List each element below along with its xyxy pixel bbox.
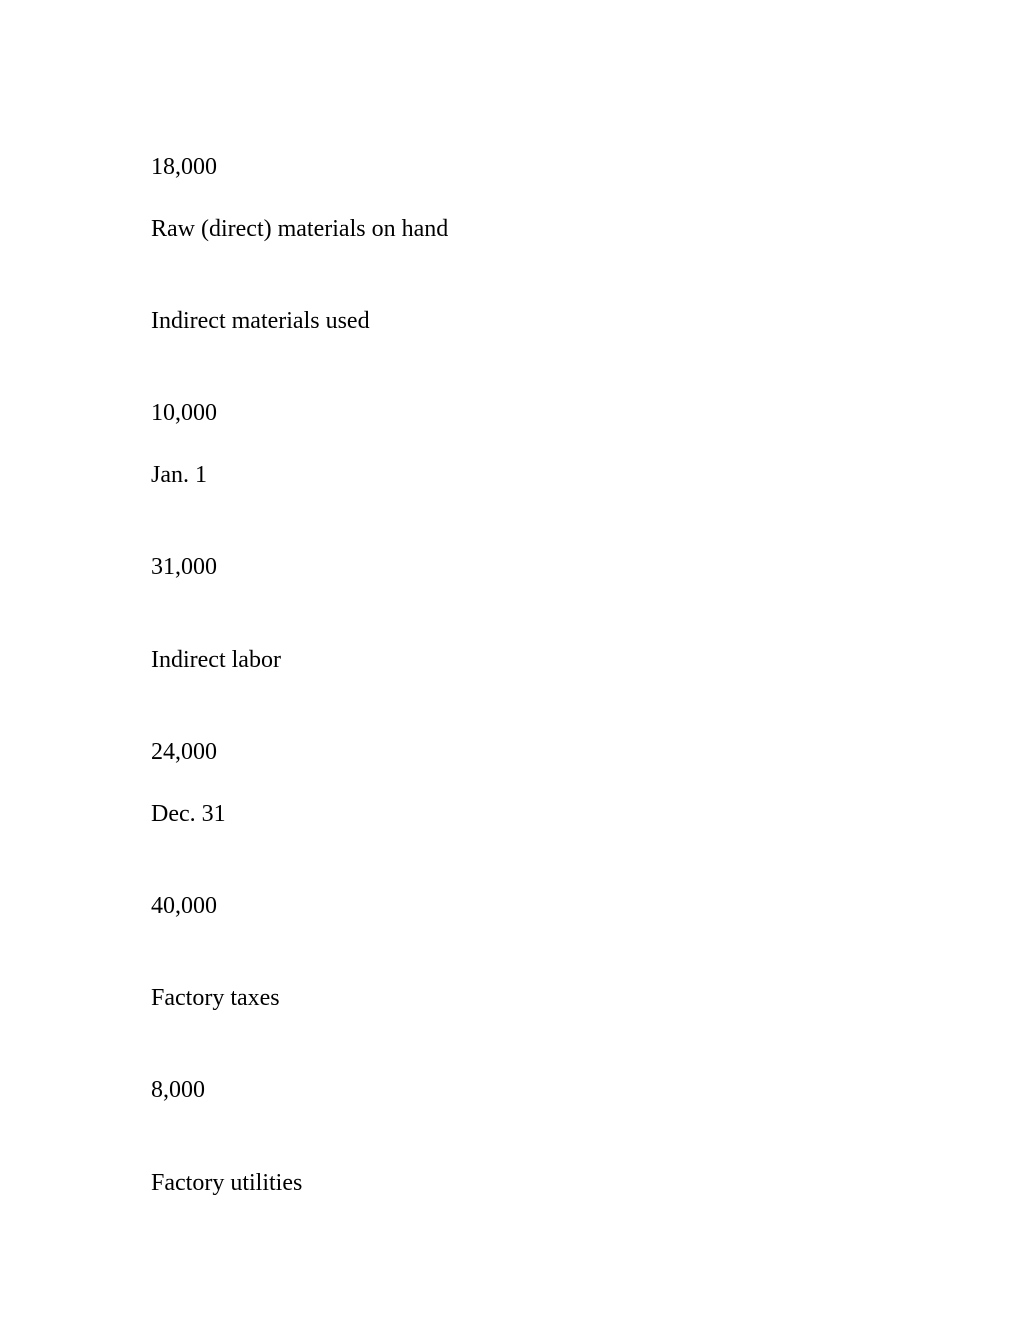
text-line-date-jan-1: Jan. 1 xyxy=(151,462,207,488)
text-line-amount-18000: 18,000 xyxy=(151,154,217,180)
text-line-indirect-materials: Indirect materials used xyxy=(151,308,370,334)
text-line-date-dec-31: Dec. 31 xyxy=(151,801,226,827)
text-line-amount-10000: 10,000 xyxy=(151,400,217,426)
text-line-amount-40000: 40,000 xyxy=(151,893,217,919)
text-line-raw-materials: Raw (direct) materials on hand xyxy=(151,216,449,242)
text-line-indirect-labor: Indirect labor xyxy=(151,647,281,673)
text-line-amount-24000: 24,000 xyxy=(151,739,217,765)
text-line-amount-8000: 8,000 xyxy=(151,1077,205,1103)
text-line-factory-taxes: Factory taxes xyxy=(151,985,280,1011)
text-line-amount-31000: 31,000 xyxy=(151,554,217,580)
text-line-factory-utilities: Factory utilities xyxy=(151,1170,303,1196)
